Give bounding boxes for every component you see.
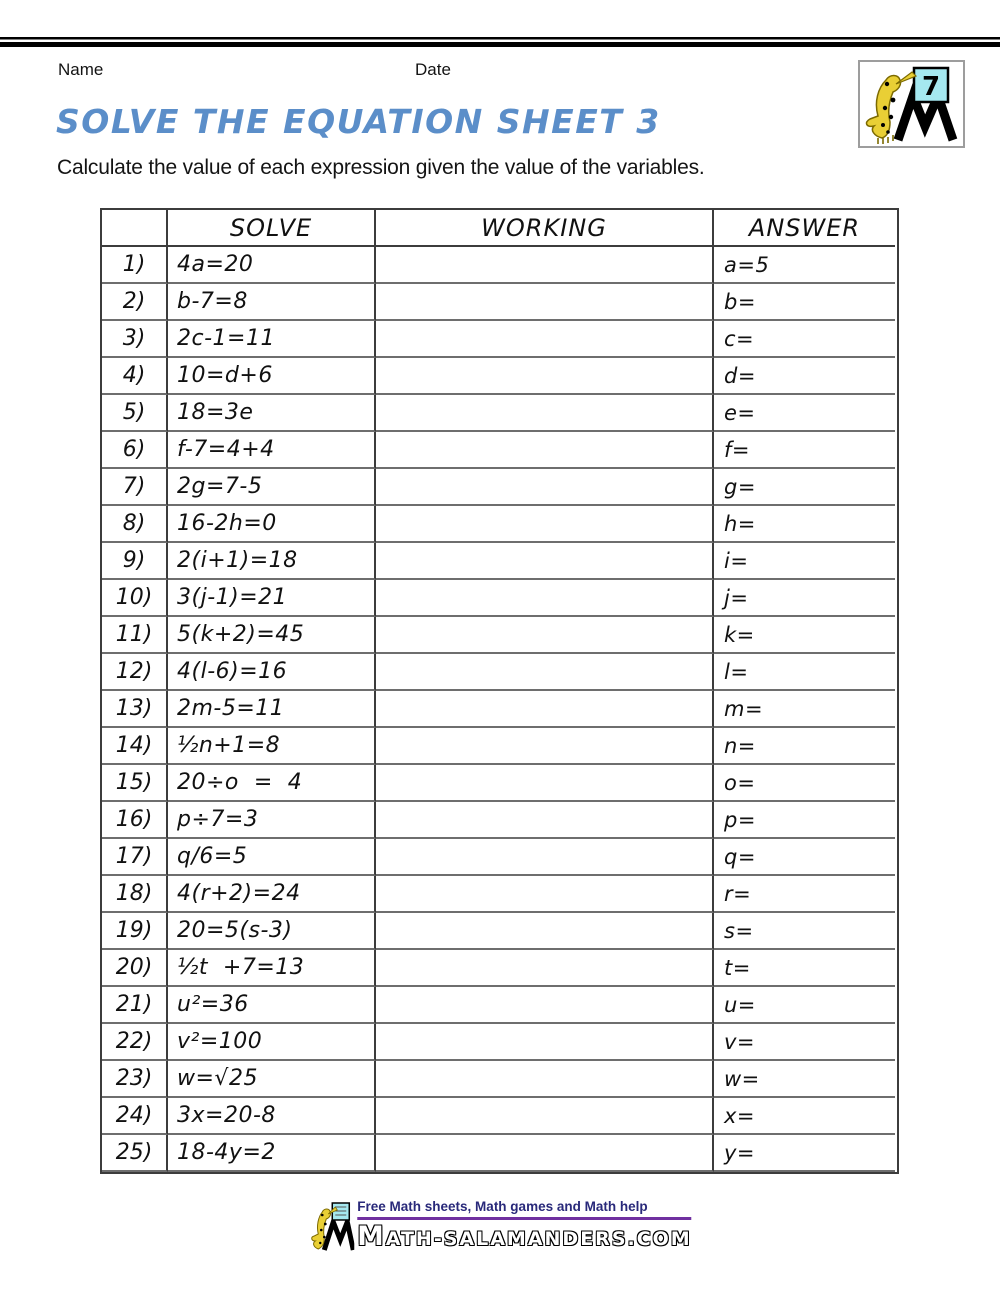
equation-cell: p÷7=3 xyxy=(168,802,376,839)
answer-cell: j= xyxy=(714,580,895,617)
site-footer xyxy=(308,1199,691,1253)
worksheet-table xyxy=(100,208,899,1174)
name-label: Name xyxy=(58,60,104,79)
answer-cell: w= xyxy=(714,1061,895,1098)
row-number: 21) xyxy=(102,987,168,1024)
working-cell xyxy=(376,247,714,284)
equation-cell: 10=d+6 xyxy=(168,358,376,395)
equation-cell: 2m-5=11 xyxy=(168,691,376,728)
answer-cell: h= xyxy=(714,506,895,543)
working-cell xyxy=(376,876,714,913)
equation-cell: 20=5(s-3) xyxy=(168,913,376,950)
row-number: 12) xyxy=(102,654,168,691)
equation-cell: 5(k+2)=45 xyxy=(168,617,376,654)
working-cell xyxy=(376,1098,714,1135)
working-cell xyxy=(376,469,714,506)
working-cell xyxy=(376,395,714,432)
footer-salamander-icon xyxy=(308,1199,354,1253)
row-number: 8) xyxy=(102,506,168,543)
answer-cell: c= xyxy=(714,321,895,358)
equation-cell: ½n+1=8 xyxy=(168,728,376,765)
working-cell xyxy=(376,1024,714,1061)
row-number: 22) xyxy=(102,1024,168,1061)
column-header-answer: ANSWER xyxy=(714,210,895,247)
logo-number: 7 xyxy=(921,72,941,102)
answer-cell: b= xyxy=(714,284,895,321)
salamander-logo xyxy=(858,60,965,148)
salamander-logo-graphic xyxy=(860,62,963,146)
working-cell xyxy=(376,913,714,950)
row-number: 7) xyxy=(102,469,168,506)
working-cell xyxy=(376,284,714,321)
working-cell xyxy=(376,728,714,765)
instruction-text: Calculate the value of each expression given the value of the variables. xyxy=(57,156,705,179)
working-cell xyxy=(376,1061,714,1098)
footer-divider xyxy=(357,1217,691,1220)
row-number: 3) xyxy=(102,321,168,358)
equation-cell: 16-2h=0 xyxy=(168,506,376,543)
equation-cell: 4a=20 xyxy=(168,247,376,284)
equation-cell: 20÷o = 4 xyxy=(168,765,376,802)
equation-cell: q/6=5 xyxy=(168,839,376,876)
equation-cell: 2g=7-5 xyxy=(168,469,376,506)
row-number: 17) xyxy=(102,839,168,876)
equation-cell: f-7=4+4 xyxy=(168,432,376,469)
answer-cell: o= xyxy=(714,765,895,802)
working-cell xyxy=(376,1135,714,1172)
answer-cell: s= xyxy=(714,913,895,950)
answer-cell: y= xyxy=(714,1135,895,1172)
equation-cell: v²=100 xyxy=(168,1024,376,1061)
answer-cell: i= xyxy=(714,543,895,580)
row-number: 6) xyxy=(102,432,168,469)
row-number: 24) xyxy=(102,1098,168,1135)
working-cell xyxy=(376,506,714,543)
row-number: 20) xyxy=(102,950,168,987)
row-number: 19) xyxy=(102,913,168,950)
answer-cell: m= xyxy=(714,691,895,728)
equation-cell: 18=3e xyxy=(168,395,376,432)
answer-cell: u= xyxy=(714,987,895,1024)
answer-cell: n= xyxy=(714,728,895,765)
column-header-solve: SOLVE xyxy=(168,210,376,247)
equation-cell: 18-4y=2 xyxy=(168,1135,376,1172)
working-cell xyxy=(376,543,714,580)
row-number: 18) xyxy=(102,876,168,913)
working-cell xyxy=(376,321,714,358)
column-header-working: WORKING xyxy=(376,210,714,247)
equation-cell: 4(l-6)=16 xyxy=(168,654,376,691)
answer-cell: q= xyxy=(714,839,895,876)
answer-cell: l= xyxy=(714,654,895,691)
equation-cell: 2c-1=11 xyxy=(168,321,376,358)
row-number: 5) xyxy=(102,395,168,432)
working-cell xyxy=(376,839,714,876)
column-header-blank xyxy=(102,210,168,247)
working-cell xyxy=(376,802,714,839)
equation-cell: 2(i+1)=18 xyxy=(168,543,376,580)
equation-cell: 3(j-1)=21 xyxy=(168,580,376,617)
row-number: 25) xyxy=(102,1135,168,1172)
answer-cell: v= xyxy=(714,1024,895,1061)
equation-cell: w=√25 xyxy=(168,1061,376,1098)
equation-cell: ½t +7=13 xyxy=(168,950,376,987)
footer-tagline: Free Math sheets, Math games and Math help xyxy=(357,1199,648,1214)
working-cell xyxy=(376,654,714,691)
row-number: 4) xyxy=(102,358,168,395)
working-cell xyxy=(376,432,714,469)
row-number: 2) xyxy=(102,284,168,321)
answer-cell: p= xyxy=(714,802,895,839)
row-number: 23) xyxy=(102,1061,168,1098)
answer-cell: t= xyxy=(714,950,895,987)
row-number: 1) xyxy=(102,247,168,284)
answer-cell: d= xyxy=(714,358,895,395)
equation-cell: u²=36 xyxy=(168,987,376,1024)
row-number: 10) xyxy=(102,580,168,617)
date-label: Date xyxy=(415,60,451,79)
answer-cell: g= xyxy=(714,469,895,506)
working-cell xyxy=(376,765,714,802)
page-title: SOLVE THE EQUATION SHEET 3 xyxy=(56,102,661,141)
equation-cell: 3x=20-8 xyxy=(168,1098,376,1135)
working-cell xyxy=(376,617,714,654)
answer-cell: f= xyxy=(714,432,895,469)
working-cell xyxy=(376,691,714,728)
answer-cell: x= xyxy=(714,1098,895,1135)
footer-site-name: MATH-SALAMANDERS.COM xyxy=(357,1221,692,1252)
working-cell xyxy=(376,358,714,395)
row-number: 16) xyxy=(102,802,168,839)
top-divider-bar xyxy=(0,37,1000,47)
answer-cell: a=5 xyxy=(714,247,895,284)
answer-cell: e= xyxy=(714,395,895,432)
equation-cell: 4(r+2)=24 xyxy=(168,876,376,913)
working-cell xyxy=(376,580,714,617)
row-number: 11) xyxy=(102,617,168,654)
answer-cell: r= xyxy=(714,876,895,913)
working-cell xyxy=(376,987,714,1024)
row-number: 13) xyxy=(102,691,168,728)
working-cell xyxy=(376,950,714,987)
row-number: 9) xyxy=(102,543,168,580)
equation-cell: b-7=8 xyxy=(168,284,376,321)
row-number: 15) xyxy=(102,765,168,802)
row-number: 14) xyxy=(102,728,168,765)
answer-cell: k= xyxy=(714,617,895,654)
